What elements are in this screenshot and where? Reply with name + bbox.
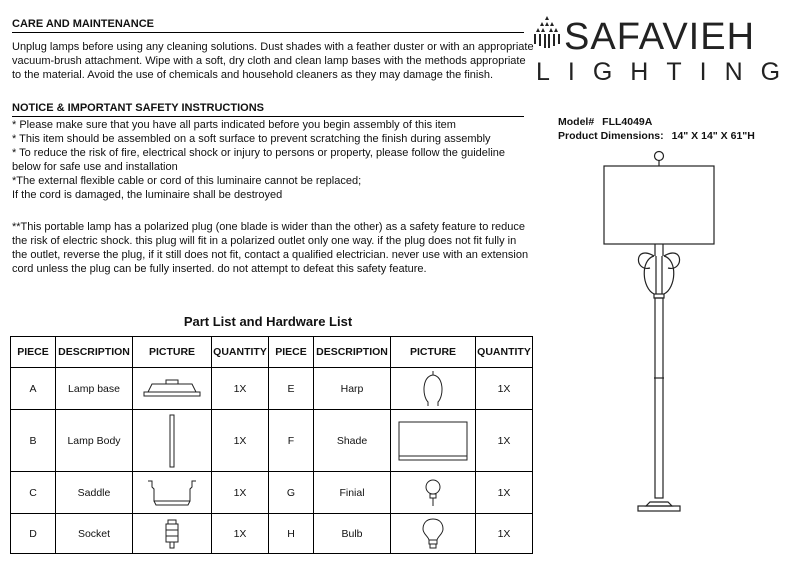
dims-label: Product Dimensions: — [558, 130, 664, 142]
safety-line: * To reduce the risk of fire, electrical shock or injury to persons or property, please follow the guideline — [12, 147, 506, 159]
plug-line: the risk of electric shock. this plug will fit in a polarized outlet only one way. if the plug does not fit fully in — [12, 235, 517, 247]
picture-cell — [133, 514, 212, 554]
care-title: CARE AND MAINTENANCE — [12, 18, 524, 33]
piece-cell: D — [11, 514, 56, 554]
col-header: PIECE — [11, 337, 56, 368]
finial-icon — [423, 478, 443, 508]
piece-cell: G — [269, 472, 314, 514]
safety-title: NOTICE & IMPORTANT SAFETY INSTRUCTIONS — [12, 102, 524, 117]
plug-line: cord unless the plug can be fully inserted. do not attempt to defeat this safety feature. — [12, 263, 427, 275]
description-cell: Lamp Body — [56, 410, 133, 472]
quantity-cell: 1X — [476, 514, 533, 554]
col-header: QUANTITY — [476, 337, 533, 368]
piece-cell: B — [11, 410, 56, 472]
col-header: DESCRIPTION — [56, 337, 133, 368]
care-line: vacuum-brush attachment. Wipe with a soft, dry cloth and clean lamp bases with the methods appropriate — [12, 55, 526, 67]
lamp-base-icon — [140, 377, 204, 401]
chandelier-logo-icon — [530, 14, 564, 54]
safavieh-logo — [528, 12, 798, 92]
table-row — [11, 472, 533, 514]
floor-lamp-drawing — [590, 148, 730, 516]
socket-icon — [163, 518, 181, 550]
safety-text — [12, 118, 524, 202]
picture-cell — [133, 368, 212, 410]
lamp-body-icon — [167, 413, 177, 469]
picture-cell — [391, 410, 476, 472]
care-text — [12, 40, 534, 82]
safety-line: * This item should be assembled on a soft surface to prevent scratching the finish during assembly — [12, 133, 491, 145]
quantity-cell: 1X — [476, 368, 533, 410]
model-info — [558, 115, 755, 143]
model-label: Model# — [558, 116, 595, 128]
dims-value: 14" X 14" X 61"H — [671, 130, 755, 142]
care-line: to the material. Avoid the use of chemicals and household cleaners as they may damage the finish. — [12, 69, 494, 81]
bulb-icon — [421, 517, 445, 551]
quantity-cell: 1X — [476, 472, 533, 514]
col-header: PICTURE — [133, 337, 212, 368]
table-row — [11, 514, 533, 554]
harp-icon — [418, 370, 448, 408]
table-header-row — [11, 337, 533, 368]
description-cell: Lamp base — [56, 368, 133, 410]
picture-cell — [391, 514, 476, 554]
description-cell: Harp — [314, 368, 391, 410]
col-header: PIECE — [269, 337, 314, 368]
plug-line: **This portable lamp has a polarized plug (one blade is wider than the other) as a safety feature to reduce — [12, 221, 526, 233]
parts-table-title: Part List and Hardware List — [183, 314, 353, 329]
piece-cell: E — [269, 368, 314, 410]
model-value: FLL4049A — [602, 116, 653, 128]
plug-notice — [12, 220, 529, 276]
logo-brand: SAFAVIEH — [564, 16, 756, 58]
picture-cell — [391, 368, 476, 410]
description-cell: Finial — [314, 472, 391, 514]
shade-icon — [397, 420, 469, 462]
quantity-cell: 1X — [212, 514, 269, 554]
table-row — [11, 410, 533, 472]
safety-line: *The external flexible cable or cord of this luminaire cannot be replaced; — [12, 175, 362, 187]
col-header: QUANTITY — [212, 337, 269, 368]
description-cell: Bulb — [314, 514, 391, 554]
saddle-icon — [144, 479, 200, 507]
safety-line: If the cord is damaged, the luminaire shall be destroyed — [12, 189, 283, 201]
col-header: DESCRIPTION — [314, 337, 391, 368]
safety-line: * Please make sure that you have all parts indicated before you begin assembly of this item — [12, 119, 456, 131]
description-cell: Saddle — [56, 472, 133, 514]
logo-sub: LIGHTING — [536, 58, 799, 86]
table-row — [11, 368, 533, 410]
quantity-cell: 1X — [212, 472, 269, 514]
plug-line: the outlet, reverse the plug, if it still does not fit, contact a qualified electrician. never use with an extension — [12, 249, 529, 261]
quantity-cell: 1X — [476, 410, 533, 472]
care-line: Unplug lamps before using any cleaning solutions. Dust shades with a feather duster or with an appropriate — [12, 41, 534, 53]
description-cell: Socket — [56, 514, 133, 554]
description-cell: Shade — [314, 410, 391, 472]
quantity-cell: 1X — [212, 410, 269, 472]
quantity-cell: 1X — [212, 368, 269, 410]
piece-cell: H — [269, 514, 314, 554]
col-header: PICTURE — [391, 337, 476, 368]
piece-cell: F — [269, 410, 314, 472]
picture-cell — [133, 472, 212, 514]
safety-line: below for safe use and installation — [12, 161, 178, 173]
parts-table — [10, 336, 533, 554]
picture-cell — [133, 410, 212, 472]
picture-cell — [391, 472, 476, 514]
piece-cell: C — [11, 472, 56, 514]
piece-cell: A — [11, 368, 56, 410]
